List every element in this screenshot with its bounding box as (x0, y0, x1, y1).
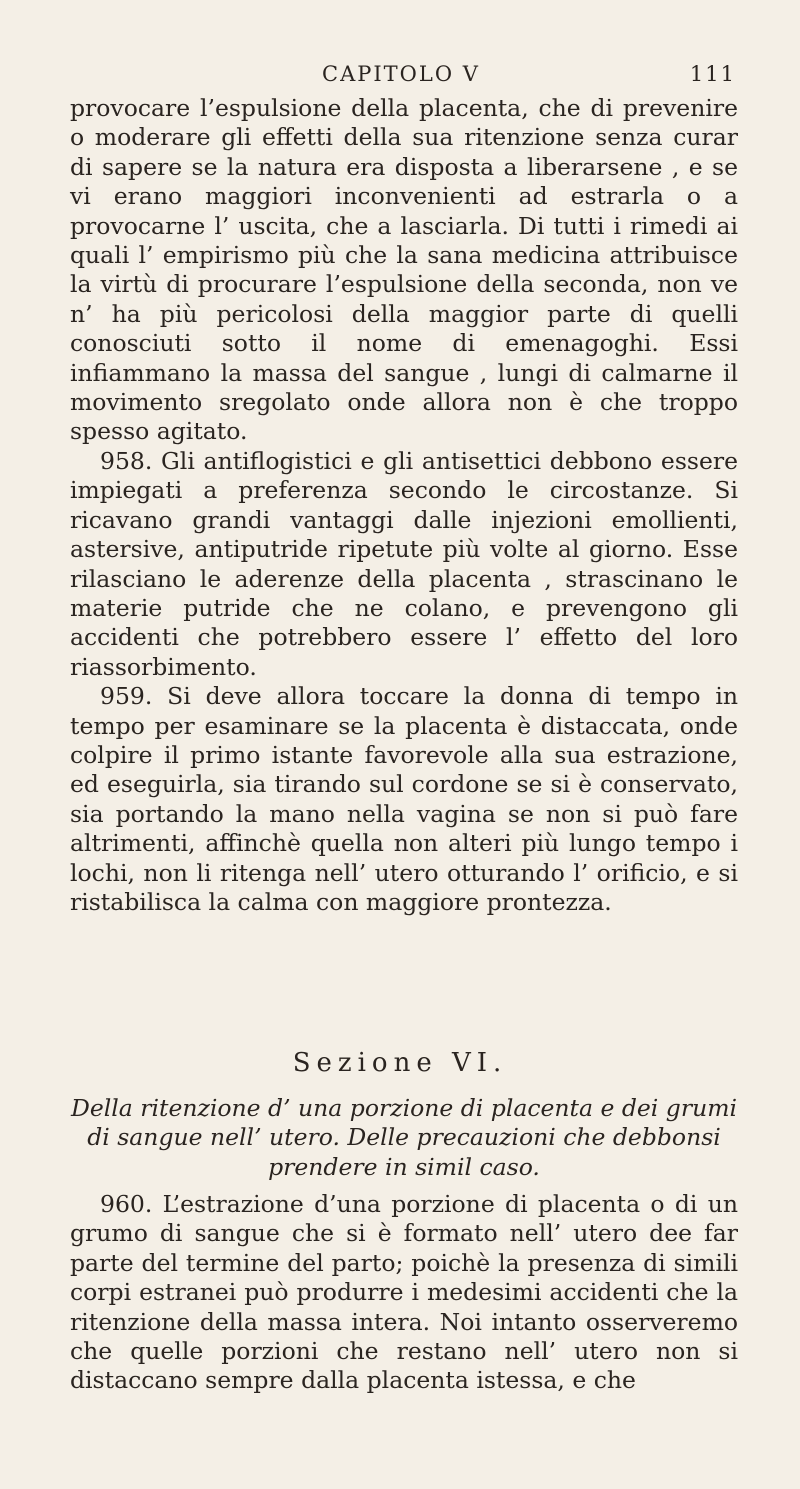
paragraph-continuation: provocare l’espulsione della placenta, che di prevenire o moderare gli effetti della sua ritenzione senza curar di sapere se la natura era disposta a liberarsene , e se vi erano maggiori inconvenienti ad estrarla o a provocarne l’ uscita, che a lasciarla. Di tutti i rimedi ai quali l’ empirismo più che la sana medicina attribuisce la virtù di procurare l’espulsione della seconda, non ve n’ ha più pericolosi della maggior parte di quelli conosciuti sotto il nome di emenagoghi. Essi infiammano la massa del sangue , lungi di calmarne il movimento sregolato onde allora non è che troppo spesso agitato. (70, 94, 738, 446)
page-header (0, 62, 800, 92)
paragraph-958: 958. Gli antiflogistici e gli antisettici debbono essere impiegati a preferenza secondo le circostanze. Si ricavano grandi vantaggi dalle injezioni emollienti, astersive, antiputride ripetute più volte al giorno. Esse rilasciano le aderenze della placenta , strascinano le materie putride che ne colano, e prevengono gli accidenti che potrebbero essere l’ effetto del loro riassorbimento. (70, 446, 738, 681)
paragraph-959: 959. Si deve allora toccare la donna di tempo in tempo per esaminare se la placenta è distaccata, onde colpire il primo istante favorevole alla sua estrazione, ed eseguirla, sia tirando sul cordone se si è conservato, sia portando la mano nella vagina se non si può fare altrimenti, affinchè quella non alteri più lungo tempo i lochi, non li ritenga nell’ utero otturando l’ orificio, e si ristabilisca la calma con maggiore prontezza. (70, 682, 738, 916)
body-text (70, 94, 738, 917)
paragraph-960: 960. L’estrazione d’una porzione di placenta o di un grumo di sangue che si è formato nell’ utero dee far parte del termine del parto; poichè la presenza di simili corpi estranei può produrre i medesimi accidenti che la ritenzione della massa intera. Noi intanto osserveremo che quelle porzioni che restano nell’ utero non si distaccano sempre dalla placenta istessa, e che (70, 1190, 738, 1395)
running-head: CAPITOLO V (322, 62, 480, 86)
page-number: 111 (689, 62, 736, 86)
body-text-section (70, 1190, 738, 1396)
section-caption: Della ritenzione d’ una porzione di placenta e dei grumi di sangue nell’ utero. Delle precauzioni che debbonsi prendere in simil caso. (70, 1094, 738, 1181)
section-title: Sezione VI. (292, 1048, 508, 1078)
